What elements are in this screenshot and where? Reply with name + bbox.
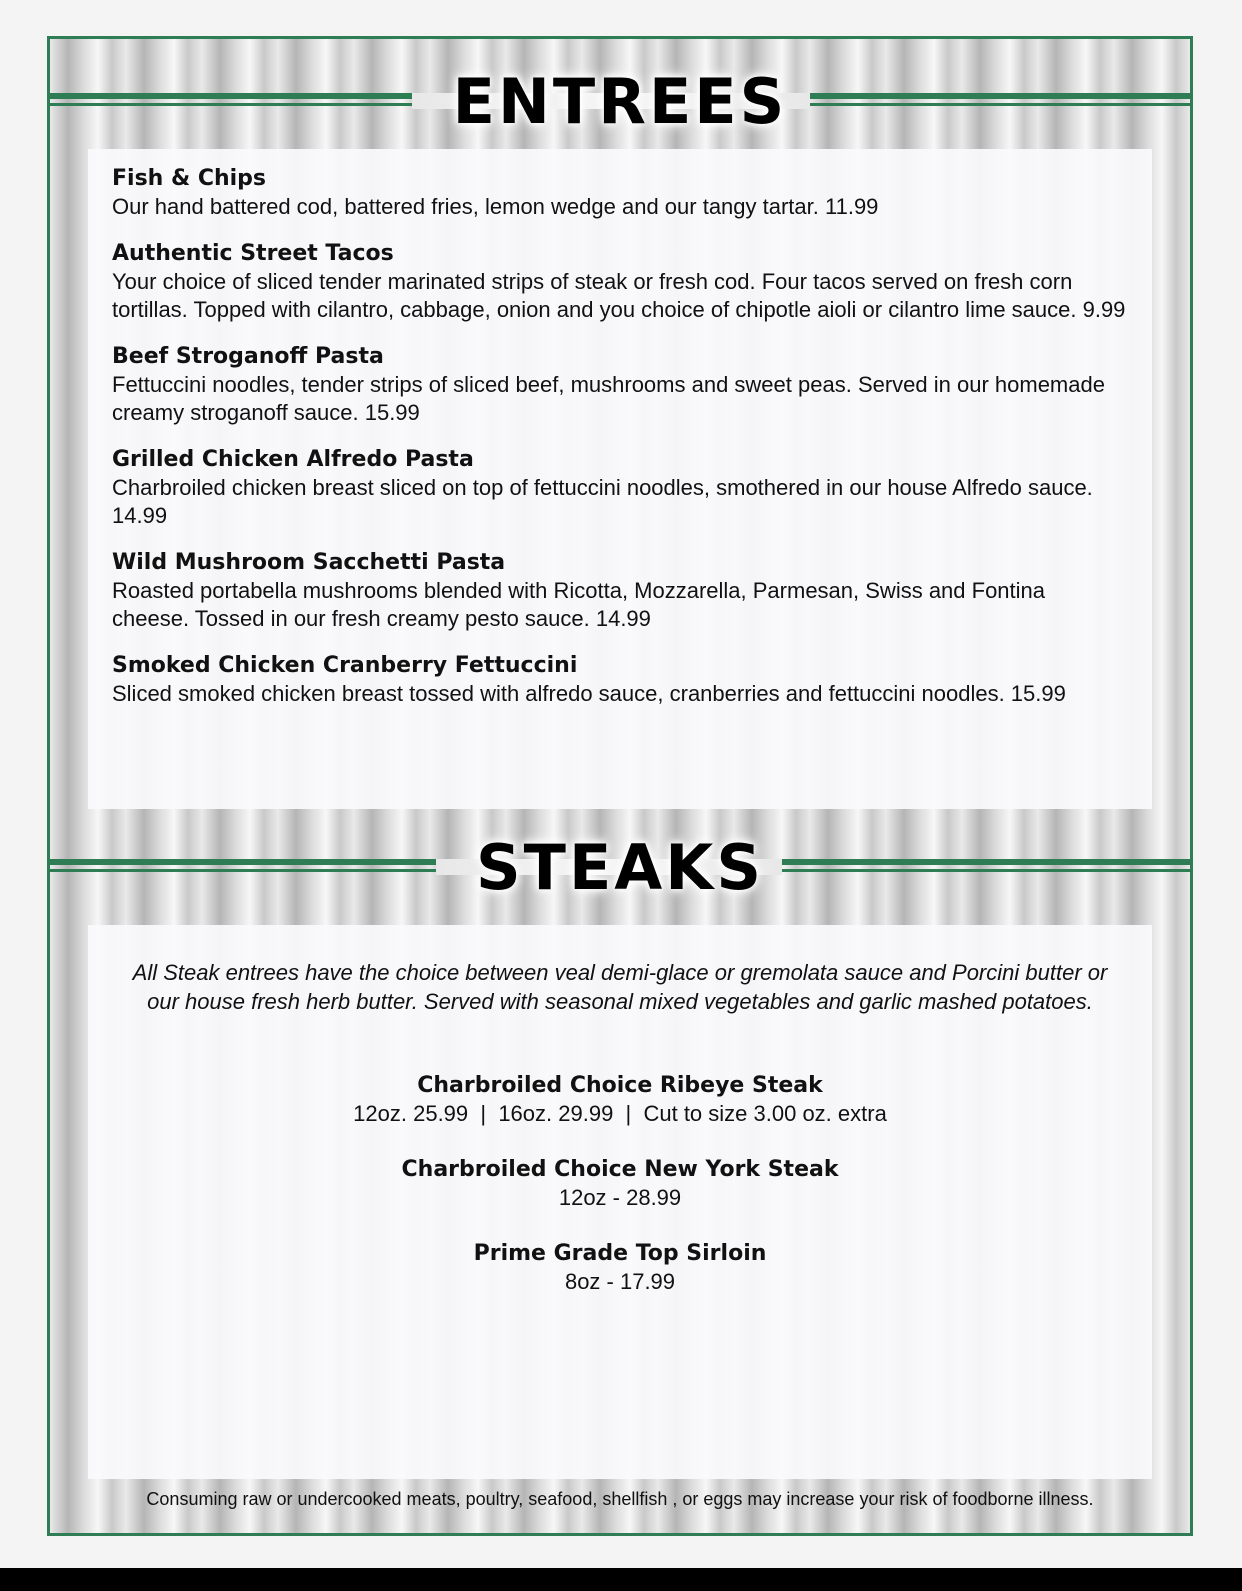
- steak-item: [88, 1240, 1152, 1296]
- steak-price: 12oz. 25.99 | 16oz. 29.99 | Cut to size 3.00 oz. extra: [353, 1101, 887, 1126]
- entree-item: [112, 240, 1128, 325]
- entree-name: Wild Mushroom Sacchetti Pasta: [112, 549, 506, 575]
- steak-name: Charbroiled Choice New York Steak: [401, 1157, 839, 1182]
- entree-description: Fettuccini noodles, tender strips of sliced beef, mushrooms and sweet peas. Served in our homemade creamy stroganoff sauce. 15.99: [112, 371, 1105, 425]
- entree-description: Our hand battered cod, battered fries, lemon wedge and our tangy tartar. 11.99: [112, 194, 879, 219]
- entree-description: Charbroiled chicken breast sliced on top of fettuccini noodles, smothered in our house Alfredo sauce. 14.99: [112, 474, 1093, 528]
- entree-description: Your choice of sliced tender marinated strips of steak or fresh cod. Four tacos served on fresh corn tortillas. Topped with cilantro, cabbage, onion and you choice of chipotle aioli or cilantro lime sauce. 9.99: [112, 268, 1126, 322]
- entrees-panel: [88, 149, 1152, 809]
- steak-name: Prime Grade Top Sirloin: [473, 1241, 767, 1266]
- entree-item: [112, 549, 1128, 634]
- entree-name: Smoked Chicken Cranberry Fettuccini: [112, 652, 578, 678]
- steaks-note: All Steak entrees have the choice between veal demi-glace or gremolata sauce and Porcini butter or our house fresh herb butter. Served with seasonal mixed vegetables and garlic mashed potatoes.: [132, 960, 1108, 1014]
- entree-name: Fish & Chips: [112, 166, 267, 191]
- steaks-header: [50, 833, 1190, 903]
- entree-item: [112, 652, 1128, 709]
- entree-item: [112, 165, 1128, 222]
- entree-description: Roasted portabella mushrooms blended with Ricotta, Mozzarella, Parmesan, Swiss and Fontina cheese. Tossed in our fresh creamy pesto sauce. 14.99: [112, 577, 1046, 631]
- entree-name: Beef Stroganoff Pasta: [112, 343, 384, 369]
- menu-page: [47, 36, 1193, 1536]
- steak-price: 8oz - 17.99: [564, 1269, 676, 1294]
- food-safety-disclaimer: Consuming raw or undercooked meats, poultry, seafood, shellfish , or eggs may increase your risk of foodborne illness.: [146, 1489, 1094, 1509]
- steaks-title: STEAKS: [476, 831, 764, 904]
- entree-name: Grilled Chicken Alfredo Pasta: [112, 446, 474, 472]
- entrees-title: ENTREES: [452, 65, 788, 138]
- entree-description: Sliced smoked chicken breast tossed with alfredo sauce, cranberries and fettuccini noodles. 15.99: [112, 680, 1066, 706]
- steak-item: [88, 1156, 1152, 1212]
- steaks-panel: [88, 925, 1152, 1479]
- steak-item: [88, 1072, 1152, 1128]
- steak-price: 12oz - 28.99: [558, 1185, 682, 1210]
- entree-name: Authentic Street Tacos: [112, 240, 394, 266]
- entrees-header: [50, 67, 1190, 137]
- entree-item: [112, 446, 1128, 531]
- bottom-bar: [0, 1568, 1242, 1591]
- entree-item: [112, 343, 1128, 428]
- steak-name: Charbroiled Choice Ribeye Steak: [417, 1073, 823, 1098]
